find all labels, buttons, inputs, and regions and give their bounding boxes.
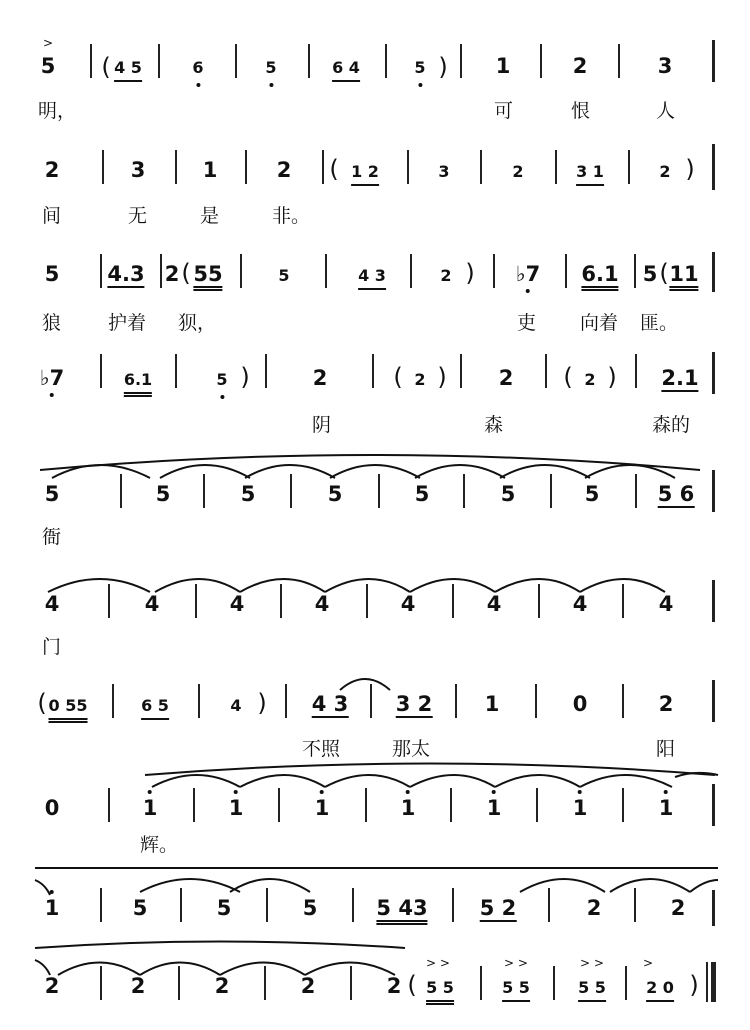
lyric: 间 <box>42 205 62 227</box>
note: 4 <box>314 592 330 616</box>
barline <box>493 254 495 288</box>
barline <box>407 150 409 184</box>
note: 2 <box>658 692 674 716</box>
barline <box>378 474 380 508</box>
barline <box>618 44 620 78</box>
barline <box>350 966 352 1000</box>
barline <box>538 584 540 618</box>
barline <box>112 684 114 718</box>
barline <box>265 354 267 388</box>
note: 2 <box>44 974 60 998</box>
note-group: 5 5 <box>578 976 606 1002</box>
lyric: 那太 <box>392 738 431 760</box>
note: 0 <box>44 796 60 820</box>
barline <box>712 352 715 394</box>
note: 4 <box>658 592 674 616</box>
note-group: 5 6 <box>657 482 695 506</box>
barline <box>100 966 102 1000</box>
lyric: 人 <box>656 100 676 122</box>
barline <box>452 584 454 618</box>
barline <box>372 354 374 388</box>
barline <box>553 966 555 1000</box>
note: 3 <box>130 158 146 182</box>
note-group: 3 1 <box>576 160 604 186</box>
lyric: 非。 <box>272 205 311 227</box>
note: 2 <box>586 896 602 920</box>
barline <box>565 254 567 288</box>
lyric: 吏 <box>517 312 537 334</box>
note-group: 4 5 <box>114 56 142 82</box>
note-group: 5 2 <box>479 896 517 920</box>
note: 2 <box>498 366 514 390</box>
barline <box>266 888 268 922</box>
barline <box>308 44 310 78</box>
note: 5 <box>40 54 56 78</box>
lyric: 匪。 <box>640 312 679 334</box>
note: 5 <box>278 266 290 285</box>
note: 5 <box>265 56 276 80</box>
barline <box>195 584 197 618</box>
paren-close: ) <box>465 259 475 287</box>
note-group: 6.1 <box>581 262 618 291</box>
note: 2 <box>214 974 230 998</box>
barline <box>712 252 715 292</box>
note: 5 <box>132 896 148 920</box>
barline <box>622 584 624 618</box>
note: 1 <box>44 896 60 920</box>
barline <box>235 44 237 78</box>
note-group: 2.1 <box>661 366 699 390</box>
lyric: 不照 <box>302 738 341 760</box>
barline <box>712 470 715 512</box>
note: 2 <box>414 370 426 389</box>
accent-mark: > > <box>504 956 528 970</box>
note: 1 <box>658 796 674 820</box>
barline <box>712 580 715 622</box>
note: 5 <box>44 482 60 506</box>
barline <box>410 254 412 288</box>
note: 2 <box>164 262 180 286</box>
barline <box>370 684 372 718</box>
note-group: 2 0 <box>646 976 674 1002</box>
barline <box>290 474 292 508</box>
note: 5 <box>584 482 600 506</box>
barline <box>635 354 637 388</box>
note: 4 <box>400 592 416 616</box>
note: 1 <box>202 158 218 182</box>
note: ♭7 <box>515 262 541 286</box>
barline <box>102 150 104 184</box>
barline <box>450 788 452 822</box>
lyric: 明， <box>38 100 77 122</box>
accent-mark: > > <box>580 956 604 970</box>
final-barline-thick <box>711 962 716 1002</box>
note: 5 <box>240 482 256 506</box>
barline <box>455 684 457 718</box>
note: 2 <box>312 366 328 390</box>
barline <box>712 40 715 82</box>
note-group: 5 43 <box>376 896 427 925</box>
note: 4 <box>229 592 245 616</box>
barline <box>108 788 110 822</box>
lyric: 辉。 <box>140 834 179 856</box>
lyric: 无 <box>128 205 148 227</box>
note: 4 <box>486 592 502 616</box>
paren-close: ) <box>438 53 448 81</box>
note-group: 5 5 <box>502 976 530 1002</box>
note: 5 <box>500 482 516 506</box>
note: 5 <box>327 482 343 506</box>
paren-open: ( <box>393 363 403 391</box>
note: 3 <box>438 162 450 181</box>
note: 1 <box>142 796 158 820</box>
note: 2 <box>44 158 60 182</box>
accent-mark: > > <box>426 956 450 970</box>
barline <box>712 890 715 926</box>
barline <box>100 888 102 922</box>
note: 2 <box>572 54 588 78</box>
barline <box>535 684 537 718</box>
paren-close: ) <box>257 689 267 717</box>
paren-open: ( <box>181 259 191 287</box>
barline <box>628 150 630 184</box>
note: 2 <box>276 158 292 182</box>
barline <box>545 354 547 388</box>
note-group: 55 <box>193 262 222 291</box>
paren-open: ( <box>101 53 111 81</box>
barline <box>100 254 102 288</box>
barline <box>264 966 266 1000</box>
note: 1 <box>495 54 511 78</box>
note: 5 <box>155 482 171 506</box>
lyric: 向着 <box>580 312 619 334</box>
note: 5 <box>216 896 232 920</box>
note: 1 <box>484 692 500 716</box>
barline <box>175 354 177 388</box>
barline <box>536 788 538 822</box>
lyric: 门 <box>42 636 62 658</box>
note-group: 0 55 <box>49 694 88 723</box>
note: 5 <box>414 56 425 80</box>
note: 1 <box>314 796 330 820</box>
lyric: 是 <box>200 205 220 227</box>
lyric: 阴 <box>312 414 332 436</box>
note-group: 4 3 <box>358 264 386 290</box>
lyric: 阳 <box>656 738 676 760</box>
barline <box>278 788 280 822</box>
note: ♭7 <box>39 366 65 390</box>
barline <box>635 474 637 508</box>
paren-close: ) <box>689 971 699 999</box>
note: 2 <box>440 266 452 285</box>
barline <box>366 584 368 618</box>
note-group: 6 4 <box>332 56 360 82</box>
barline <box>712 680 715 722</box>
note: 5 <box>414 482 430 506</box>
barline <box>622 684 624 718</box>
lyric: 森 <box>484 414 504 436</box>
lyric: 森的 <box>652 414 691 436</box>
barline <box>463 474 465 508</box>
barline <box>285 684 287 718</box>
paren-open: ( <box>407 971 417 999</box>
barline <box>555 150 557 184</box>
paren-close: ) <box>607 363 617 391</box>
barline <box>180 888 182 922</box>
barline <box>712 144 715 190</box>
barline <box>203 474 205 508</box>
note: 2 <box>512 162 524 181</box>
lyric: 衙 <box>42 526 62 548</box>
paren-open: ( <box>659 259 669 287</box>
note: 6 <box>192 56 203 80</box>
note: 5 <box>302 896 318 920</box>
note-group: 6.1 <box>124 368 152 397</box>
final-barline-thin <box>706 962 708 1002</box>
barline <box>175 150 177 184</box>
barline <box>622 788 624 822</box>
note: 2 <box>670 896 686 920</box>
paren-open: ( <box>563 363 573 391</box>
note: 1 <box>228 796 244 820</box>
lyric: 护着 <box>108 312 147 334</box>
accent-mark: > <box>42 36 54 50</box>
note: 0 <box>572 692 588 716</box>
barline <box>198 684 200 718</box>
note: 2 <box>300 974 316 998</box>
barline <box>193 788 195 822</box>
accent-mark: > <box>642 956 654 970</box>
note: 5 <box>44 262 60 286</box>
barline <box>90 44 92 78</box>
barline <box>108 584 110 618</box>
barline <box>245 150 247 184</box>
note-group: 3 2 <box>395 692 433 716</box>
lyric: 可 <box>494 100 514 122</box>
note-group: 4 3 <box>311 692 349 716</box>
note: 2 <box>659 162 671 181</box>
note-group: 4.3 <box>107 262 145 286</box>
barline <box>352 888 354 922</box>
barline <box>480 150 482 184</box>
barline <box>365 788 367 822</box>
note-group: 5 5 <box>426 976 454 1005</box>
lyric: 狼 <box>42 312 62 334</box>
lyric: 狈， <box>178 312 217 334</box>
barline <box>325 254 327 288</box>
note-group: 6 5 <box>141 694 169 720</box>
barline <box>240 254 242 288</box>
barline <box>460 354 462 388</box>
barline <box>540 44 542 78</box>
barline <box>712 784 715 826</box>
barline <box>120 474 122 508</box>
barline <box>634 254 636 288</box>
barline <box>460 44 462 78</box>
note-group: 11 <box>669 262 698 291</box>
barline <box>322 150 324 184</box>
paren-open: ( <box>329 155 339 183</box>
note: 5 <box>216 368 227 392</box>
barline <box>178 966 180 1000</box>
note: 1 <box>400 796 416 820</box>
note: 5 <box>642 262 658 286</box>
note: 4 <box>144 592 160 616</box>
paren-close: ) <box>437 363 447 391</box>
barline <box>634 888 636 922</box>
note: 4 <box>572 592 588 616</box>
note: 4 <box>44 592 60 616</box>
note: 2 <box>130 974 146 998</box>
barline <box>160 254 162 288</box>
paren-open: ( <box>37 689 47 717</box>
paren-close: ) <box>685 155 695 183</box>
note: 3 <box>657 54 673 78</box>
note: 1 <box>572 796 588 820</box>
barline <box>480 966 482 1000</box>
barline <box>385 44 387 78</box>
note-group: 1 2 <box>351 160 379 186</box>
barline <box>280 584 282 618</box>
note: 2 <box>386 974 402 998</box>
barline <box>625 966 627 1000</box>
barline <box>550 474 552 508</box>
note: 4 <box>230 696 242 715</box>
lyric: 恨 <box>571 100 591 122</box>
note: 2 <box>584 370 596 389</box>
barline <box>100 354 102 388</box>
barline <box>158 44 160 78</box>
paren-close: ) <box>240 363 250 391</box>
barline <box>548 888 550 922</box>
barline <box>452 888 454 922</box>
note: 1 <box>486 796 502 820</box>
